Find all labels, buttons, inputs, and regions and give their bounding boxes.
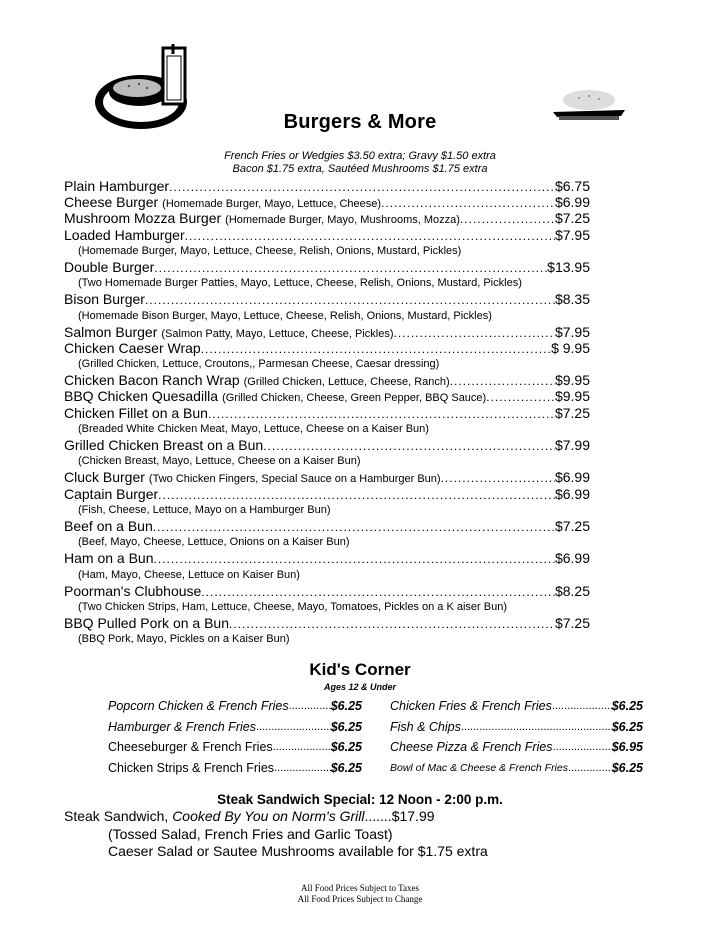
kids-item-price: $6.25 <box>330 740 362 754</box>
menu-item <box>0 210 590 226</box>
menu-item <box>0 405 590 421</box>
menu-item-price: $6.75 <box>554 178 590 194</box>
menu-item-description: (Grilled Chicken, Cheese, Green Pepper, BBQ Sauce) <box>222 392 487 405</box>
menu-item <box>0 340 590 356</box>
extras-line-2: Bacon $1.75 extra, Sautéed Mushrooms $1.75 extra <box>232 163 488 175</box>
steak-price: $17.99 <box>391 808 435 824</box>
menu-item-name: Cheese Burger <box>64 194 159 211</box>
kids-item-price: $6.25 <box>330 760 362 775</box>
menu-item-name: Mushroom Mozza Burger <box>64 210 222 227</box>
menu-item-description: (Two Homemade Burger Patties, Mayo, Lettuce, Cheese, Relish, Onions, Mustard, Pickles) <box>78 277 522 290</box>
leader-dots <box>153 519 555 534</box>
menu-item-description: (Beef, Mayo, Cheese, Lettuce, Onions on a Kaiser Bun) <box>78 536 350 549</box>
menu-item <box>0 550 590 566</box>
kids-item-name: Chicken Strips & French Fries <box>108 760 275 775</box>
menu-items <box>0 178 720 647</box>
kids-left-column <box>108 696 362 778</box>
leader-dots <box>553 737 612 758</box>
menu-item-name: Beef on a Bun <box>64 517 153 534</box>
menu-item-name: BBQ Chicken Quesadilla <box>64 388 219 405</box>
leader-dots <box>145 292 555 307</box>
kids-item-name: Hamburger & French Fries <box>108 719 256 734</box>
menu-item-name: Chicken Fillet on a Bun <box>64 404 208 421</box>
leader-dots <box>274 758 331 779</box>
footer-taxes: All Food Prices Subject to Taxes <box>301 883 419 893</box>
kids-item-name: Cheese Pizza & French Fries <box>390 740 553 754</box>
leader-dots <box>461 717 612 738</box>
menu-item <box>0 583 590 599</box>
leader-dots <box>381 195 555 210</box>
menu-item <box>0 324 590 340</box>
leader-dots <box>273 737 331 758</box>
kids-item-name: Popcorn Chicken & French Fries <box>108 699 289 713</box>
kids-corner-subtitle: Ages 12 & Under <box>323 682 397 692</box>
steak-dots: ....... <box>364 808 392 824</box>
leader-dots <box>441 470 555 485</box>
steak-tagline: Cooked By You on Norm's Grill <box>172 808 365 824</box>
menu-item <box>0 227 590 243</box>
menu-item-name: Poorman's Clubhouse <box>64 582 202 599</box>
steak-sides: (Tossed Salad, French Fries and Garlic Toast) <box>108 826 393 842</box>
menu-item <box>0 518 590 534</box>
leader-dots <box>158 487 555 502</box>
menu-item-description: (Homemade Burger, Mayo, Mushrooms, Mozza) <box>225 214 460 227</box>
menu-item-description: (Homemade Bison Burger, Mayo, Lettuce, Cheese, Relish, Onions, Mustard, Pickles) <box>78 309 492 322</box>
leader-dots <box>450 373 555 388</box>
menu-item <box>0 486 590 502</box>
menu-item-description: (BBQ Pork, Mayo, Pickles on a Kaiser Bun) <box>78 633 290 646</box>
leader-dots <box>289 696 331 717</box>
menu-item-name: Loaded Hamburger <box>64 226 185 243</box>
kids-item <box>108 717 362 738</box>
kids-item-price: $6.25 <box>330 719 362 734</box>
menu-item-description: (Grilled Chicken, Lettuce, Croutons,, Parmesan Cheese, Caesar dressing) <box>78 358 440 371</box>
footer-change: All Food Prices Subject to Change <box>297 894 423 904</box>
kids-item-price: $6.25 <box>611 699 643 713</box>
steak-sandwich-line <box>64 808 435 824</box>
leader-dots <box>256 717 331 738</box>
menu-item <box>0 194 590 210</box>
kids-item <box>108 758 362 779</box>
menu-item-name: Plain Hamburger <box>64 178 170 194</box>
steak-name: Steak Sandwich, <box>64 808 169 824</box>
menu-item-price: $9.95 <box>554 388 590 405</box>
menu-item-price: $7.95 <box>554 226 590 243</box>
leader-dots <box>169 179 555 194</box>
menu-title: Burgers & More <box>283 111 437 133</box>
menu-item-name: BBQ Pulled Pork on a Bun <box>64 615 229 632</box>
menu-item-name: Grilled Chicken Breast on a Bun <box>64 437 264 453</box>
menu-item-price: $6.99 <box>554 194 590 211</box>
menu-item-name: Chicken Caeser Wrap <box>64 339 201 356</box>
menu-item-name: Captain Burger <box>64 485 159 502</box>
leader-dots <box>185 228 555 243</box>
kids-item-name: Fish & Chips <box>390 719 461 734</box>
menu-item-description: (Grilled Chicken, Lettuce, Cheese, Ranch) <box>243 376 450 389</box>
leader-dots <box>486 389 555 404</box>
menu-item <box>0 178 590 194</box>
menu-item-price: $6.99 <box>554 485 590 502</box>
menu-item-price: $7.25 <box>554 615 590 632</box>
menu-item-price: $9.95 <box>554 372 590 389</box>
kids-item <box>108 696 362 717</box>
kids-item <box>108 737 362 758</box>
kids-item-name: Cheeseburger & French Fries <box>108 740 273 754</box>
leader-dots <box>229 616 555 631</box>
extras-note <box>0 150 720 176</box>
kids-item-price: $6.25 <box>330 699 362 713</box>
leader-dots <box>568 758 612 779</box>
extras-line-1: French Fries or Wedgies $3.50 extra; Gravy $1.50 extra <box>224 150 496 162</box>
kids-item <box>390 737 643 758</box>
menu-item-price: $7.95 <box>554 323 590 340</box>
steak-extra-option: Caeser Salad or Sautee Mushrooms available for $1.75 extra <box>108 843 488 859</box>
menu-item <box>0 469 590 485</box>
leader-dots <box>201 341 551 356</box>
menu-item-price: $13.95 <box>547 258 590 275</box>
kids-item <box>390 696 643 717</box>
kids-item-price: $6.25 <box>611 760 643 775</box>
menu-item <box>0 437 590 453</box>
menu-item-price: $6.99 <box>554 550 590 567</box>
kids-item-price: $6.95 <box>611 740 643 754</box>
menu-item-price: $ 9.95 <box>551 339 590 356</box>
menu-item-name: Bison Burger <box>64 291 145 308</box>
kids-item-name: Bowl of Mac & Cheese & French Fries <box>390 761 568 774</box>
menu-item-description: (Chicken Breast, Mayo, Lettuce, Cheese on a Kaiser Bun) <box>78 455 361 468</box>
kids-item-price: $6.25 <box>611 719 643 734</box>
menu-item-price: $7.25 <box>554 210 590 227</box>
menu-item <box>0 259 590 275</box>
leader-dots <box>394 325 555 340</box>
footer-notes <box>0 883 720 905</box>
menu-item-name: Cluck Burger <box>64 469 145 486</box>
menu-item-price: $8.35 <box>554 291 590 308</box>
menu-item-price: $7.99 <box>554 437 590 453</box>
menu-item-description: (Homemade Burger, Mayo, Lettuce, Cheese) <box>162 198 382 211</box>
kids-item <box>390 717 643 738</box>
leader-dots <box>201 584 555 599</box>
menu-item-description: (Two Chicken Fingers, Special Sauce on a Hamburger Bun) <box>148 473 441 486</box>
menu-item-description: (Breaded White Chicken Meat, Mayo, Lettuce, Cheese on a Kaiser Bun) <box>78 422 429 435</box>
menu-item-price: $7.25 <box>554 404 590 421</box>
leader-dots <box>460 211 555 226</box>
steak-special-title: Steak Sandwich Special: 12 Noon - 2:00 p.m. <box>217 792 503 807</box>
kids-item-name: Chicken Fries & French Fries <box>390 699 552 713</box>
menu-item <box>0 388 590 404</box>
menu-item-name: Chicken Bacon Ranch Wrap <box>64 372 240 389</box>
leader-dots <box>154 260 547 275</box>
menu-item-name: Double Burger <box>64 258 155 275</box>
menu-item-name: Salmon Burger <box>64 323 158 340</box>
menu-item-description: (Homemade Burger, Mayo, Lettuce, Cheese, Relish, Onions, Mustard, Pickles) <box>78 244 462 257</box>
menu-item <box>0 615 590 631</box>
leader-dots <box>263 438 555 453</box>
menu-item <box>0 372 590 388</box>
menu-item <box>0 291 590 307</box>
leader-dots <box>552 696 612 717</box>
menu-item-name: Ham on a Bun <box>64 550 154 567</box>
kids-corner-title: Kid's Corner <box>309 660 411 679</box>
menu-item-description: (Ham, Mayo, Cheese, Lettuce on Kaiser Bun) <box>78 568 300 581</box>
leader-dots <box>154 551 555 566</box>
menu-item-description: (Two Chicken Strips, Ham, Lettuce, Cheese, Mayo, Tomatoes, Pickles on a K aiser Bun) <box>78 600 507 613</box>
menu-item-price: $7.25 <box>554 517 590 534</box>
menu-item-description: (Fish, Cheese, Lettuce, Mayo on a Hamburger Bun) <box>78 503 331 516</box>
kids-item <box>390 758 643 779</box>
leader-dots <box>208 406 555 421</box>
menu-item-price: $6.99 <box>554 469 590 486</box>
menu-item-price: $8.25 <box>554 582 590 599</box>
menu-item-description: (Salmon Patty, Mayo, Lettuce, Cheese, Pickles) <box>161 327 394 340</box>
kids-right-column <box>390 696 643 778</box>
